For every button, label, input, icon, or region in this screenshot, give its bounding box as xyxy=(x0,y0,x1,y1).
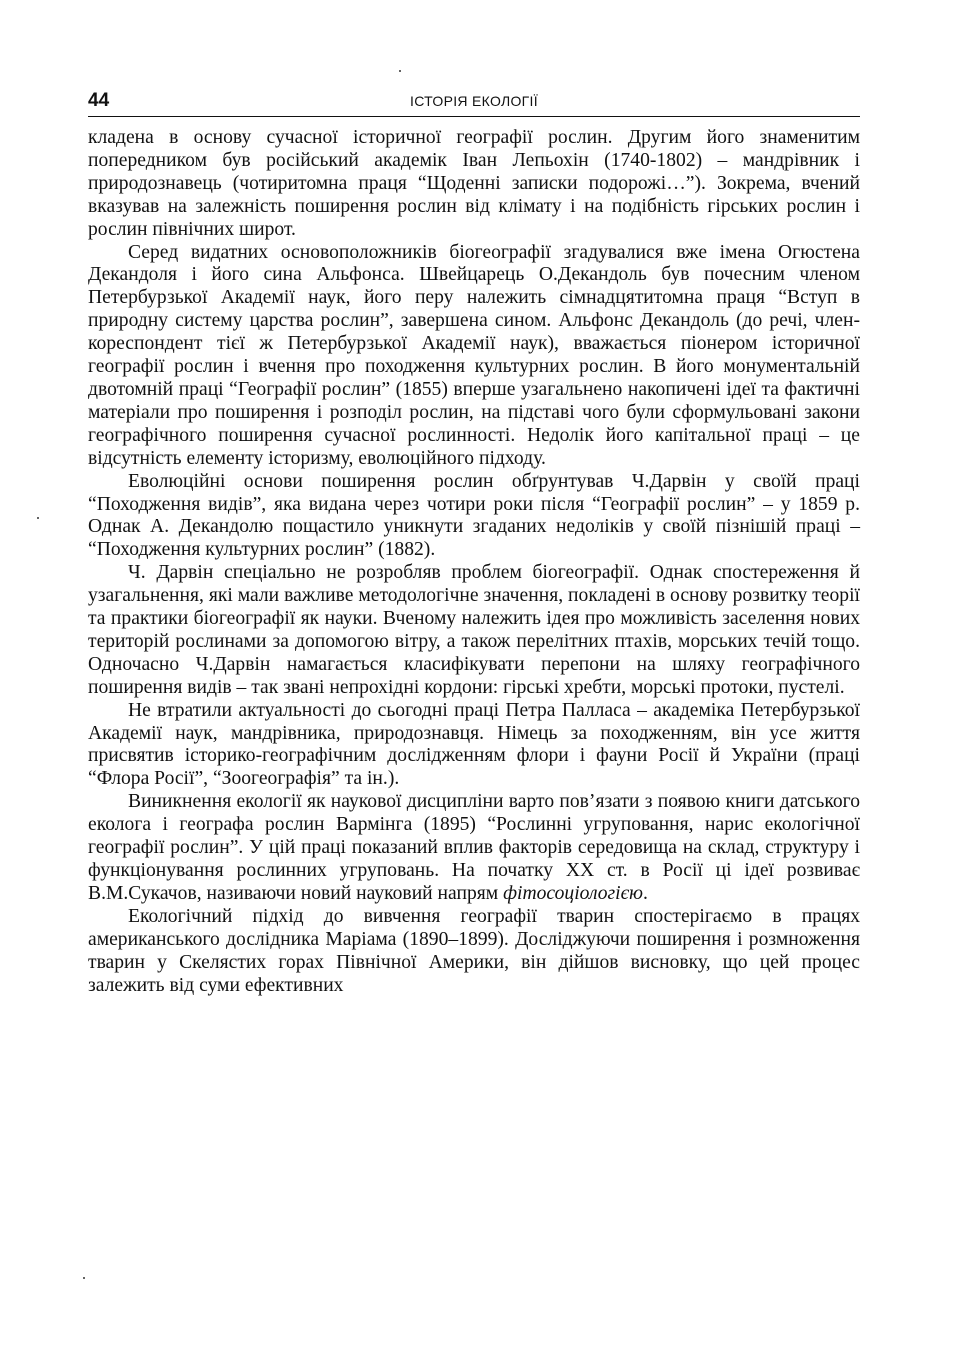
scan-speck xyxy=(83,1277,85,1279)
paragraph-end: . xyxy=(642,882,648,904)
paragraph: Не втратили актуальності до сьогодні праці Петра Палласа – академіка Петербурзької Академії наук, мандрівника, природознавця. Німець за походженням, він усе життя присвятив історико-географічним дослідженням флори і фауни Росії й України (праці “Флора Росії”, “Зоогеографія” та ін.). xyxy=(88,699,860,790)
scan-speck xyxy=(399,70,401,72)
running-head xyxy=(88,90,860,117)
paragraph: Ч. Дарвін спеціально не розробляв проблем біогеографії. Однак спостереження й узагальнення, які мали важливе методологічне значення, покладені в основу розвитку теорії та практики біогеографії як науки. Вченому належить ідея про можливість заселення нових територій рослинами за допомогою вітру, а також перелітних птахів, морських течій тощо. Одночасно Ч.Дарвін намагається класифікувати перепони на шляху географічного поширення видів – так звані непрохідні кордони: гірські хребти, морські протоки, пустелі. xyxy=(88,562,860,698)
paragraph: Серед видатних основоположників біогеографії згадувалися вже імена Огюстена Декандоля і його сина Альфонса. Швейцарець О.Декандоль був почесним членом Петербурзької Академії наук, його перу належить сімнадцятитомна праця “Вступ в природну систему царства рослин”, завершена сином. Альфонс Декандоль (до речі, член-кореспондент тієї ж Петербурзької Академії наук), вважається піонером історичної географії рослин і вчення про походження культурних рослин. В його монументальній двотомній праці “Географії рослин” (1855) вперше узагальнено накопичені ідеї та фактичні матеріали про поширення і розподіл рослин, на підставі чого були сформульовані закони географічного поширення сучасної рослинності. Недолік його капітальної праці – це відсутність елементу історизму, еволюційного підходу. xyxy=(88,241,860,469)
paragraph: Еволюційні основи поширення рослин обґрунтував Ч.Дарвін у своїй праці “Походження видів”, яка видана через чотири роки після “Географії рослин” – у 1859 р. Однак А. Декандолю пощастило уникнути згаданих недоліків у своїй пізнішій праці – “Походження культурних рослин” (1882). xyxy=(88,470,860,561)
scan-speck xyxy=(37,517,39,519)
paragraph: кладена в основу сучасної історичної географії рослин. Другим його знаменитим попередником був російський академік Іван Лепьохін (1740-1802) – мандрівник і природознавець (чотиритомна праця “Щоденні записки подорожі…”). Зокрема, вчений вказував на залежність поширення рослин від клімату і на подібність гірських рослин і рослин північних широт. xyxy=(88,127,860,240)
italic-term: фітосоціологією xyxy=(503,882,643,904)
body-text xyxy=(88,127,860,997)
paragraph xyxy=(88,791,860,906)
paragraph: Екологічний підхід до вивчення географії тварин спостерігаємо в працях американського дослідника Маріама (1890–1899). Досліджуючи поширення і розмноження тварин у Скелястих горах Північної Америки, він дійшов висновку, що цей процес залежить від суми ефективних xyxy=(88,905,860,996)
paragraph-text: Виникнення екології як наукової дисципліни варто пов’язати з появою книги датського еколога і географа рослин Вармінга (1895) “Рослинні угруповання, нарис екологічної географії рослин”. У цій праці показаний вплив факторів середовища на склад, структуру і функціонування рослинних угруповань. На початку XX ст. в Росії ці ідеї розвиває В.М.Сукачов, називаючи новий науковий напрям xyxy=(88,791,860,904)
page-number: 44 xyxy=(88,90,110,111)
running-title: ІСТОРІЯ ЕКОЛОГІЇ xyxy=(410,93,538,109)
